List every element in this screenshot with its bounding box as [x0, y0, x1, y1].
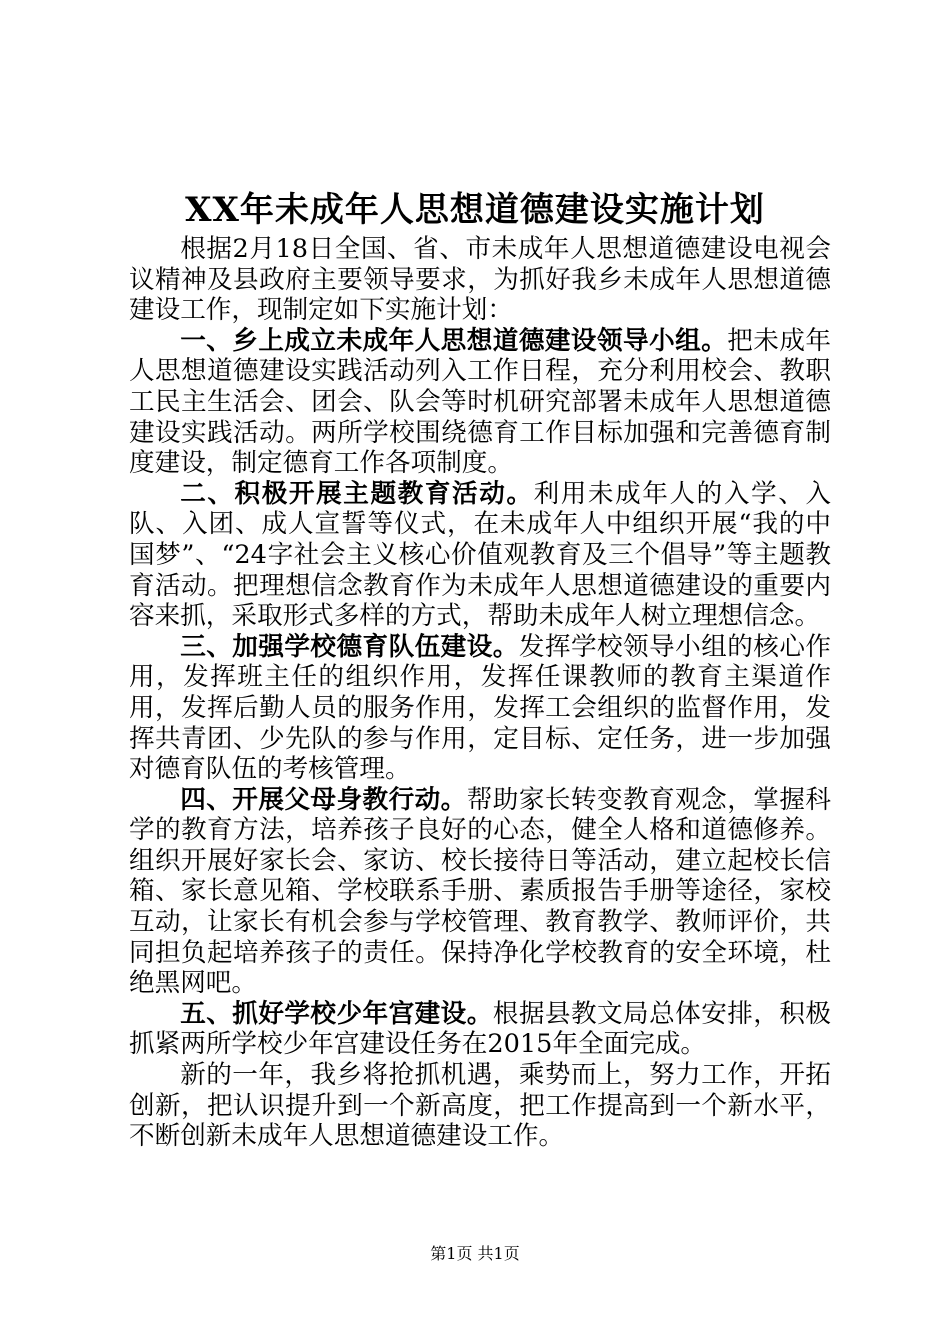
- page-number-footer: 第1页 共1页: [430, 1244, 520, 1263]
- section-4-paragraph: [129, 785, 831, 999]
- section-3-text: 发挥学校领导小组的核心作用，发挥班主任的组织作用，发挥任课教师的教育主渠道作用，发挥后勤人员的服务作用，发挥工会组织的监督作用，发挥共青团、少先队的参与作用，定目标、定任务，进一步加强对德育队伍的考核管理。: [129, 631, 831, 785]
- section-3-heading: 三、加强学校德育队伍建设。: [180, 631, 519, 662]
- section-4-heading: 四、开展父母身教行动。: [180, 784, 467, 815]
- document-title: XX年未成年人思想道德建设实施计划: [185, 190, 765, 230]
- section-5-paragraph: [129, 999, 831, 1060]
- section-3-paragraph: [129, 632, 831, 785]
- document-body: [129, 234, 831, 1152]
- section-1-heading: 一、乡上成立未成年人思想道德建设领导小组。: [180, 325, 728, 356]
- section-5-heading: 五、抓好学校少年宫建设。: [180, 998, 493, 1029]
- section-4-text: 帮助家长转变教育观念，掌握科学的教育方法，培养孩子良好的心态，健全人格和道德修养。组织开展好家长会、家访、校长接待日等活动，建立起校长信箱、家长意见箱、学校联系手册、素质报告手册等途径，家校互动，让家长有机会参与学校管理、教育教学、教师评价，共同担负起培养孩子的责任。保持净化学校教育的安全环境，杜绝黑网吧。: [129, 784, 831, 999]
- section-1-paragraph: [129, 326, 831, 479]
- intro-paragraph: 根据2月18日全国、省、市未成年人思想道德建设电视会议精神及县政府主要领导要求，为抓好我乡未成年人思想道德建设工作，现制定如下实施计划：: [129, 234, 831, 326]
- section-1-text: 把未成年人思想道德建设实践活动列入工作日程，充分利用校会、教职工民主生活会、团会、队会等时机研究部署未成年人思想道德建设实践活动。两所学校围绕德育工作目标加强和完善德育制度建设，制定德育工作各项制度。: [129, 325, 831, 479]
- section-2-text: 利用未成年人的入学、入队、入团、成人宣誓等仪式，在未成年人中组织开展“我的中国梦”、“24字社会主义核心价值观教育及三个倡导”等主题教育活动。把理想信念教育作为未成年人思想道德建设的重要内容来抓，采取形式多样的方式，帮助未成年人树立理想信念。: [129, 478, 831, 632]
- section-2-heading: 二、积极开展主题教育活动。: [180, 478, 534, 509]
- section-2-paragraph: [129, 479, 831, 632]
- section-5-text: 根据县教文局总体安排，积极抓紧两所学校少年宫建设任务在2015年全面完成。: [129, 998, 831, 1060]
- closing-paragraph: 新的一年，我乡将抢抓机遇，乘势而上，努力工作，开拓创新，把认识提升到一个新高度，把工作提高到一个新水平，不断创新未成年人思想道德建设工作。: [129, 1060, 831, 1152]
